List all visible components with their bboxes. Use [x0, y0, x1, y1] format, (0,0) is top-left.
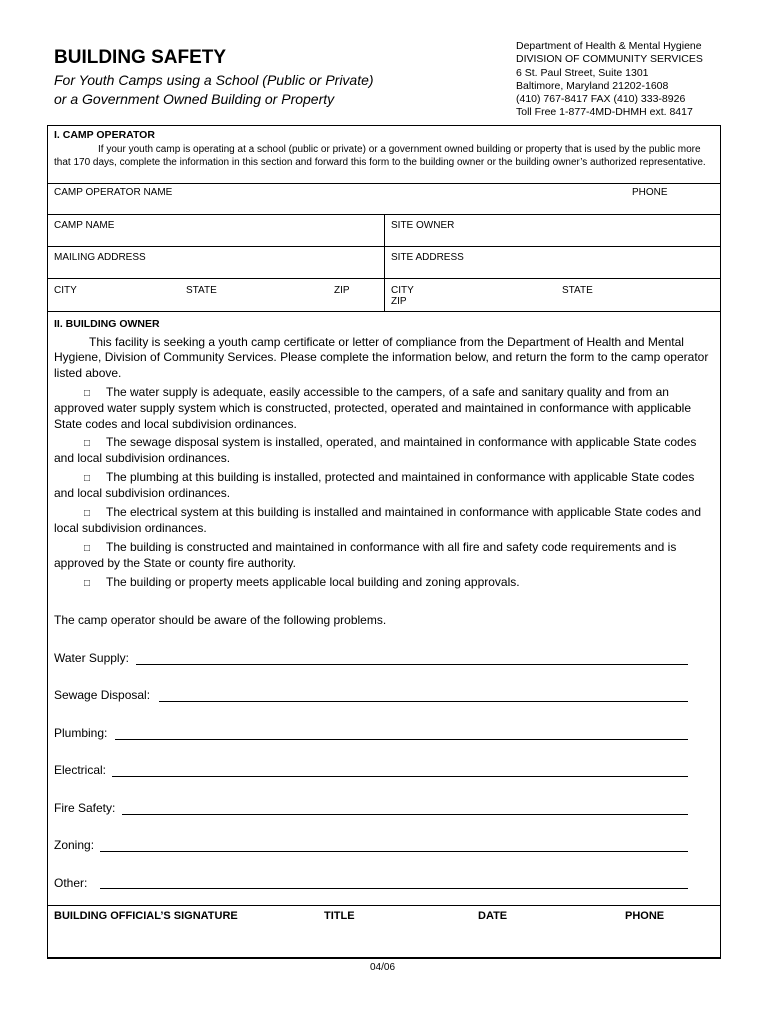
- section-building-owner-heading: II. BUILDING OWNER: [54, 318, 160, 330]
- plumbing-item: [54, 470, 716, 502]
- section-building-owner-intro: This facility is seeking a youth camp certificate or letter of compliance from the Department of Health and Mental Hygiene, Division of Community Services. Please complete the information below, and return the form to the camp operator listed above.: [54, 335, 709, 380]
- zoning-checkbox[interactable]: □: [84, 578, 91, 589]
- divider: [47, 278, 721, 279]
- zoning-item: [54, 575, 716, 591]
- subtitle-line-1: For Youth Camps using a School (Public or Private): [54, 72, 374, 88]
- agency-line: DIVISION OF COMMUNITY SERVICES: [516, 53, 703, 66]
- fire-safety-item: [54, 540, 716, 572]
- sewage-disposal-problem-input[interactable]: [159, 701, 688, 702]
- agency-address-block: [516, 40, 703, 120]
- camp-operator-name-field[interactable]: CAMP OPERATOR NAME: [54, 187, 173, 198]
- sewage-disposal-checkbox[interactable]: □: [84, 438, 91, 449]
- section-camp-operator-heading: I. CAMP OPERATOR: [54, 129, 155, 141]
- electrical-item: [54, 505, 716, 537]
- water-supply-checkbox[interactable]: □: [84, 388, 91, 399]
- site-zip-field[interactable]: ZIP: [391, 296, 407, 307]
- divider: [47, 183, 721, 184]
- form-title: BUILDING SAFETY: [54, 47, 227, 68]
- plumbing-checkbox[interactable]: □: [84, 473, 91, 484]
- item-text: The water supply is adequate, easily accessible to the campers, of a safe and sanitary quality and from an approved water supply system which is constructed, protected, operated and maintained in conformance with applicable State codes and local subdivision ordinances.: [54, 385, 692, 431]
- problems-intro: The camp operator should be aware of the following problems.: [54, 613, 387, 627]
- agency-line: 6 St. Paul Street, Suite 1301: [516, 66, 649, 79]
- electrical-label: Electrical:: [54, 763, 107, 777]
- divider: [47, 246, 721, 247]
- fire-safety-checkbox[interactable]: □: [84, 543, 91, 554]
- zip-field[interactable]: ZIP: [334, 285, 350, 296]
- plumbing-label: Plumbing:: [54, 726, 108, 740]
- official-signature-field[interactable]: BUILDING OFFICIAL’S SIGNATURE: [54, 910, 238, 922]
- item-text: The plumbing at this building is installed, protected and maintained in conformance with applicable State codes and local subdivision ordinances.: [54, 470, 695, 501]
- divider: [47, 905, 721, 906]
- sewage-disposal-label: Sewage Disposal:: [54, 688, 151, 702]
- agency-line: Baltimore, Maryland 21202-1608: [516, 79, 669, 92]
- plumbing-problem-input[interactable]: [115, 739, 688, 740]
- mailing-address-field[interactable]: MAILING ADDRESS: [54, 252, 146, 263]
- divider: [47, 311, 721, 312]
- form-subtitle: [54, 71, 374, 109]
- electrical-problem-input[interactable]: [112, 776, 688, 777]
- item-text: The building is constructed and maintained in conformance with all fire and safety code requirements and is approved by the State or county fire authority.: [54, 540, 677, 571]
- state-field[interactable]: STATE: [186, 285, 217, 296]
- operator-phone-field[interactable]: PHONE: [632, 187, 668, 198]
- water-supply-item: [54, 385, 716, 432]
- zoning-label: Zoning:: [54, 838, 95, 852]
- other-problem-input[interactable]: [100, 888, 688, 889]
- subtitle-line-2: or a Government Owned Building or Property: [54, 91, 335, 107]
- zoning-problem-input[interactable]: [100, 851, 688, 852]
- camp-name-field[interactable]: CAMP NAME: [54, 220, 115, 231]
- site-state-field[interactable]: STATE: [562, 285, 593, 296]
- date-field[interactable]: DATE: [478, 910, 508, 922]
- agency-line: Toll Free 1-877-4MD-DHMH ext. 8417: [516, 106, 693, 119]
- other-label: Other:: [54, 876, 88, 890]
- item-text: The building or property meets applicable local building and zoning approvals.: [106, 575, 520, 589]
- agency-line: (410) 767-8417 FAX (410) 333-8926: [516, 93, 686, 106]
- water-supply-label: Water Supply:: [54, 651, 129, 665]
- item-text: The sewage disposal system is installed, operated, and maintained in conformance with applicable State codes and local subdivision ordinances.: [54, 435, 697, 466]
- form-revision: 04/06: [370, 962, 396, 973]
- agency-line: Department of Health & Mental Hygiene: [516, 40, 702, 52]
- electrical-checkbox[interactable]: □: [84, 508, 91, 519]
- water-supply-problem-input[interactable]: [136, 664, 688, 665]
- fire-safety-problem-input[interactable]: [122, 814, 688, 815]
- site-address-field[interactable]: SITE ADDRESS: [391, 252, 464, 263]
- city-field[interactable]: CITY: [54, 285, 77, 296]
- fire-safety-label: Fire Safety:: [54, 801, 116, 815]
- title-field[interactable]: TITLE: [324, 910, 355, 922]
- column-divider: [384, 214, 385, 311]
- site-owner-field[interactable]: SITE OWNER: [391, 220, 455, 231]
- sewage-disposal-item: [54, 435, 716, 467]
- site-city-field[interactable]: CITY: [391, 285, 414, 296]
- item-text: The electrical system at this building is installed and maintained in conformance with applicable State codes and local subdivision ordinances.: [54, 505, 701, 536]
- section-camp-operator-intro: If your youth camp is operating at a school (public or private) or a government owned building or property that is used by the public more that 170 days, complete the information in this section and forward this form to the building owner or the building owner’s authorized representative.: [54, 144, 706, 168]
- signature-phone-field[interactable]: PHONE: [625, 910, 665, 922]
